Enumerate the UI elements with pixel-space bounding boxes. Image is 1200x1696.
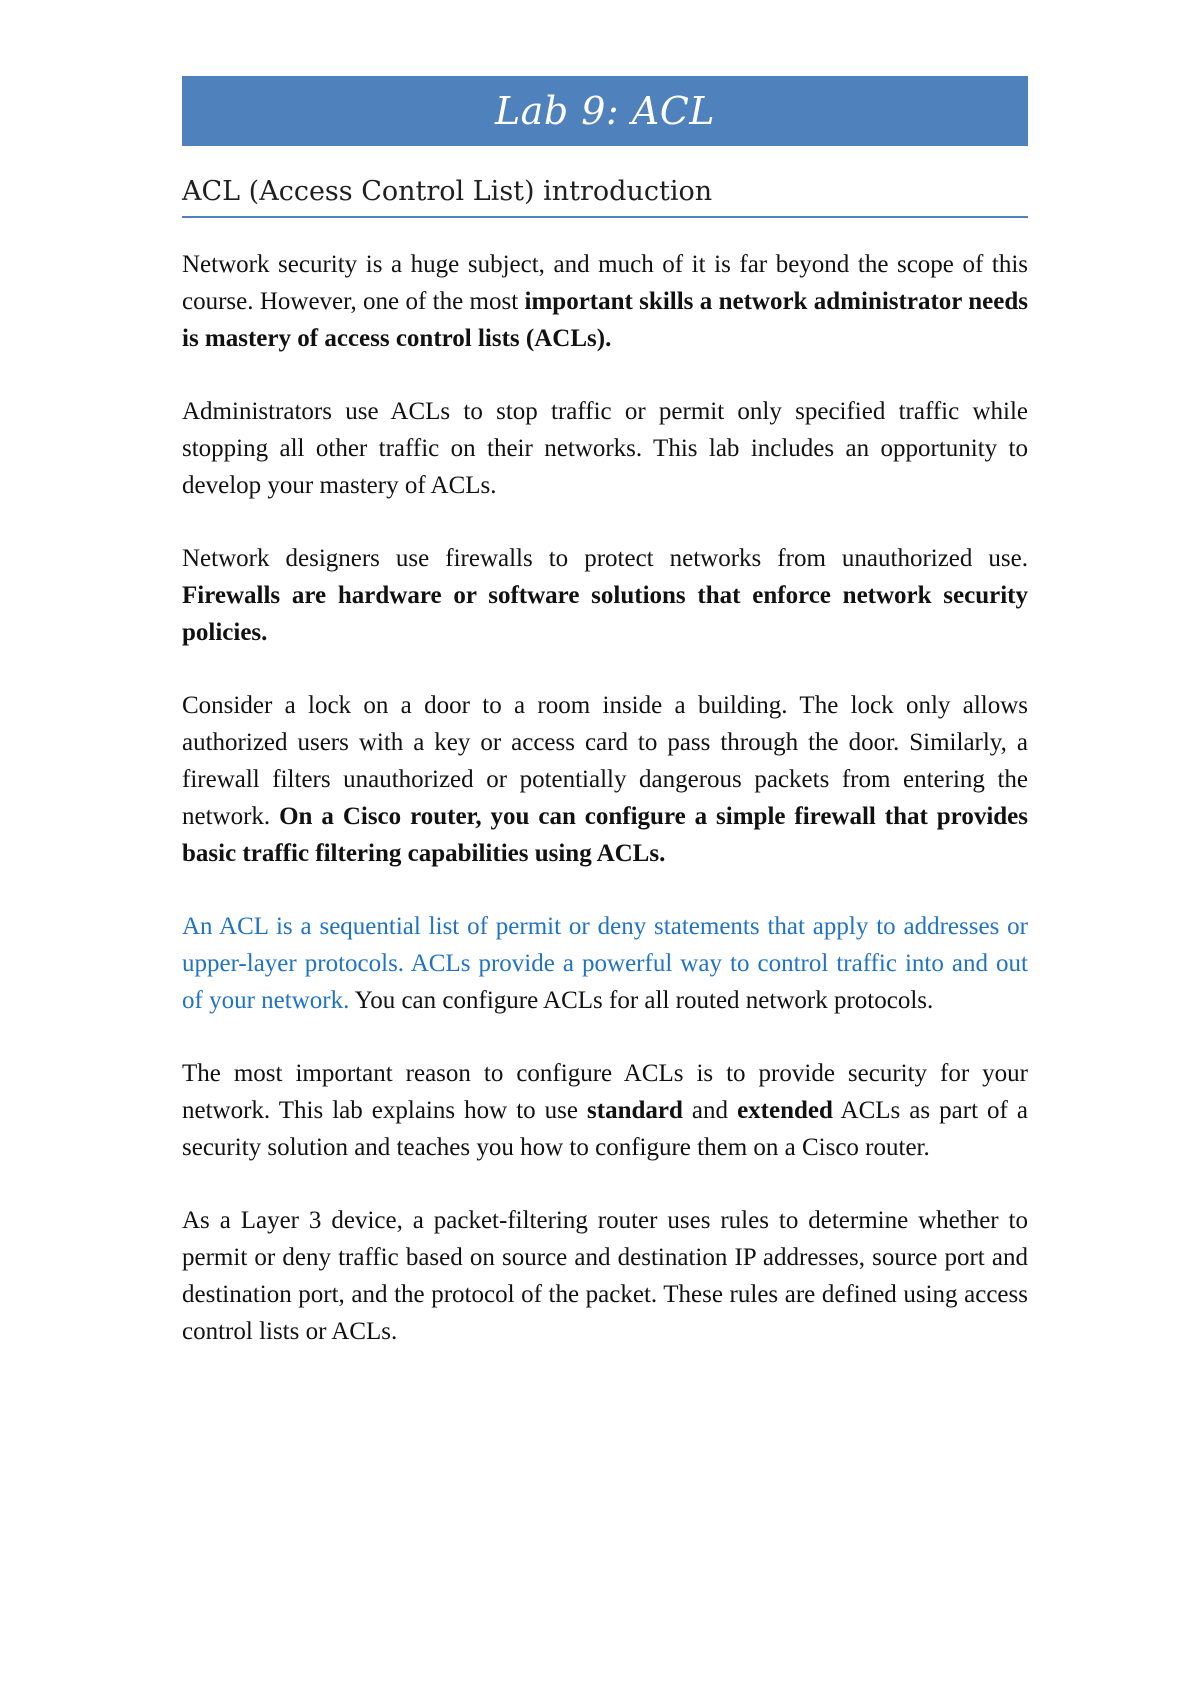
paragraph-bold-extended: extended — [737, 1097, 833, 1125]
paragraph-text: Administrators use ACLs to stop traffic or permit only specified traffic while stopping all other traffic on their networks. This lab includes an opportunity to develop your mastery of ACLs. — [182, 398, 1028, 500]
document-page — [182, 76, 1028, 1386]
page-title: Lab 9: ACL — [494, 89, 716, 133]
title-banner — [182, 76, 1028, 146]
paragraph-bold-text: Firewalls are hardware or software solutions that enforce network security policies. — [182, 582, 1028, 647]
paragraph-bold-text: important skills a network administrator needs is mastery of access control lists (ACLs). — [182, 288, 1028, 353]
paragraph-highlight-text: An ACL is a sequential list of permit or deny statements that apply to addresses or upper-layer protocols. ACLs provide a powerful way to control traffic into and out of your network. — [182, 913, 1028, 1015]
paragraph-text: ACLs as part of a security solution and teaches you how to configure them on a Cisco router. — [182, 1097, 1028, 1162]
paragraph-text: The most important reason to configure ACLs is to provide security for your network. This lab explains how to use — [182, 1060, 1028, 1125]
paragraph-acl-definition — [182, 908, 1028, 1019]
paragraph-bold-standard: standard — [587, 1097, 683, 1125]
paragraph-administrators — [182, 393, 1028, 504]
section-heading: ACL (Access Control List) introduction — [182, 176, 1028, 218]
paragraph-text: You can configure ACLs for all routed network protocols. — [349, 987, 934, 1015]
paragraph-text: Consider a lock on a door to a room inside a building. The lock only allows authorized users with a key or access card to pass through the door. Similarly, a firewall filters unauthorized or potentially dangerous packets from entering the network. — [182, 692, 1028, 831]
paragraph-firewalls — [182, 540, 1028, 651]
paragraph-network-security — [182, 246, 1028, 357]
paragraph-layer3 — [182, 1202, 1028, 1350]
paragraph-text: Network security is a huge subject, and much of it is far beyond the scope of this course. However, one of the most — [182, 251, 1028, 316]
paragraph-text: As a Layer 3 device, a packet-filtering router uses rules to determine whether to permit or deny traffic based on source and destination IP addresses, source port and destination port, and the protocol of the packet. These rules are defined using access control lists or ACLs. — [182, 1207, 1028, 1346]
paragraph-text: and — [682, 1097, 738, 1125]
paragraph-security-reason — [182, 1055, 1028, 1166]
paragraph-bold-text: On a Cisco router, you can configure a simple firewall that provides basic traffic filtering capabilities using ACLs. — [182, 803, 1029, 868]
paragraph-text: Network designers use firewalls to protect networks from unauthorized use. — [182, 545, 1028, 573]
document-body — [182, 246, 1028, 1350]
paragraph-lock-analogy — [182, 687, 1028, 872]
